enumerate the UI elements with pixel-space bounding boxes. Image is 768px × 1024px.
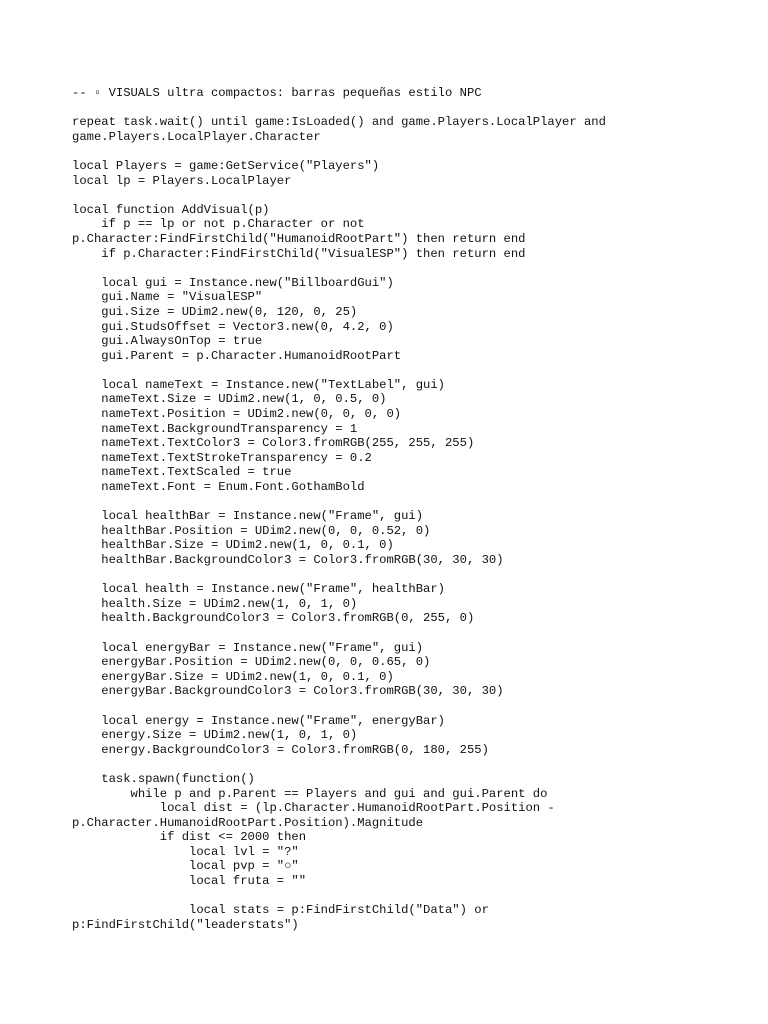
code-line: while p and p.Parent == Players and gui and gui.Parent do [72, 786, 548, 801]
code-line: local dist = (lp.Character.HumanoidRootPart.Position - [72, 801, 555, 816]
code-line: nameText.Font = Enum.Font.GothamBold [72, 480, 365, 495]
code-line: local function AddVisual(p) [72, 202, 270, 217]
code-line: healthBar.Size = UDim2.new(1, 0, 0.1, 0) [72, 538, 394, 553]
code-line: p.Character:FindFirstChild("HumanoidRootPart") then return end [72, 231, 526, 246]
code-line: local fruta = "" [72, 874, 307, 889]
code-line: energyBar.BackgroundColor3 = Color3.fromRGB(30, 30, 30) [72, 684, 504, 699]
code-line: health.BackgroundColor3 = Color3.fromRGB(0, 255, 0) [72, 611, 475, 626]
code-line: nameText.Position = UDim2.new(0, 0, 0, 0) [72, 407, 402, 422]
blank-line [72, 889, 752, 904]
blank-line [72, 188, 752, 203]
code-line: nameText.TextStrokeTransparency = 0.2 [72, 450, 372, 465]
code-line: task.spawn(function() [72, 771, 255, 786]
code-line: healthBar.Position = UDim2.new(0, 0, 0.52, 0) [72, 523, 431, 538]
code-line: local nameText = Instance.new("TextLabel", gui) [72, 377, 445, 392]
code-line: local lp = Players.LocalPlayer [72, 173, 292, 188]
code-line: repeat task.wait() until game:IsLoaded() and game.Players.LocalPlayer and [72, 115, 606, 130]
blank-line [72, 495, 752, 510]
blank-line [72, 757, 752, 772]
code-line: if p == lp or not p.Character or not [72, 217, 365, 232]
code-line: local Players = game:GetService("Players") [72, 158, 380, 173]
blank-line [72, 699, 752, 714]
blank-line [72, 144, 752, 159]
code-line: local gui = Instance.new("BillboardGui") [72, 275, 394, 290]
code-line: gui.StudsOffset = Vector3.new(0, 4.2, 0) [72, 319, 394, 334]
code-line: gui.Name = "VisualESP" [72, 290, 263, 305]
code-line: local lvl = "?" [72, 844, 299, 859]
blank-line [72, 568, 752, 583]
code-line: nameText.Size = UDim2.new(1, 0, 0.5, 0) [72, 392, 387, 407]
blank-line [72, 101, 752, 116]
code-line: gui.Parent = p.Character.HumanoidRootPart [72, 348, 402, 363]
code-line: energyBar.Size = UDim2.new(1, 0, 0.1, 0) [72, 669, 394, 684]
code-line: nameText.BackgroundTransparency = 1 [72, 421, 358, 436]
code-line: energyBar.Position = UDim2.new(0, 0, 0.65, 0) [72, 655, 431, 670]
code-line: nameText.TextScaled = true [72, 465, 292, 480]
code-line: local health = Instance.new("Frame", healthBar) [72, 582, 445, 597]
code-line: p.Character.HumanoidRootPart.Position).Magnitude [72, 815, 424, 830]
blank-line [72, 363, 752, 378]
code-line: if dist <= 2000 then [72, 830, 307, 845]
code-line: if p.Character:FindFirstChild("VisualESP") then return end [72, 246, 526, 261]
code-line: energy.BackgroundColor3 = Color3.fromRGB(0, 180, 255) [72, 742, 489, 757]
code-line: healthBar.BackgroundColor3 = Color3.fromRGB(30, 30, 30) [72, 553, 504, 567]
code-document [72, 86, 752, 932]
code-line: health.Size = UDim2.new(1, 0, 1, 0) [72, 596, 358, 611]
code-line: p:FindFirstChild("leaderstats") [72, 917, 299, 932]
code-line: energy.Size = UDim2.new(1, 0, 1, 0) [72, 728, 358, 743]
code-line: -- ▫ VISUALS ultra compactos: barras pequeñas estilo NPC [72, 86, 482, 100]
code-line: game.Players.LocalPlayer.Character [72, 129, 321, 144]
code-line: local energy = Instance.new("Frame", energyBar) [72, 713, 445, 728]
blank-line [72, 261, 752, 276]
code-line: nameText.TextColor3 = Color3.fromRGB(255, 255, 255) [72, 436, 475, 451]
code-line: local energyBar = Instance.new("Frame", gui) [72, 640, 424, 655]
blank-line [72, 626, 752, 641]
code-line: gui.Size = UDim2.new(0, 120, 0, 25) [72, 304, 358, 319]
code-line: local pvp = "○" [72, 859, 299, 874]
code-line: local healthBar = Instance.new("Frame", gui) [72, 509, 424, 524]
code-line: gui.AlwaysOnTop = true [72, 334, 263, 349]
code-line: local stats = p:FindFirstChild("Data") or [72, 903, 489, 918]
